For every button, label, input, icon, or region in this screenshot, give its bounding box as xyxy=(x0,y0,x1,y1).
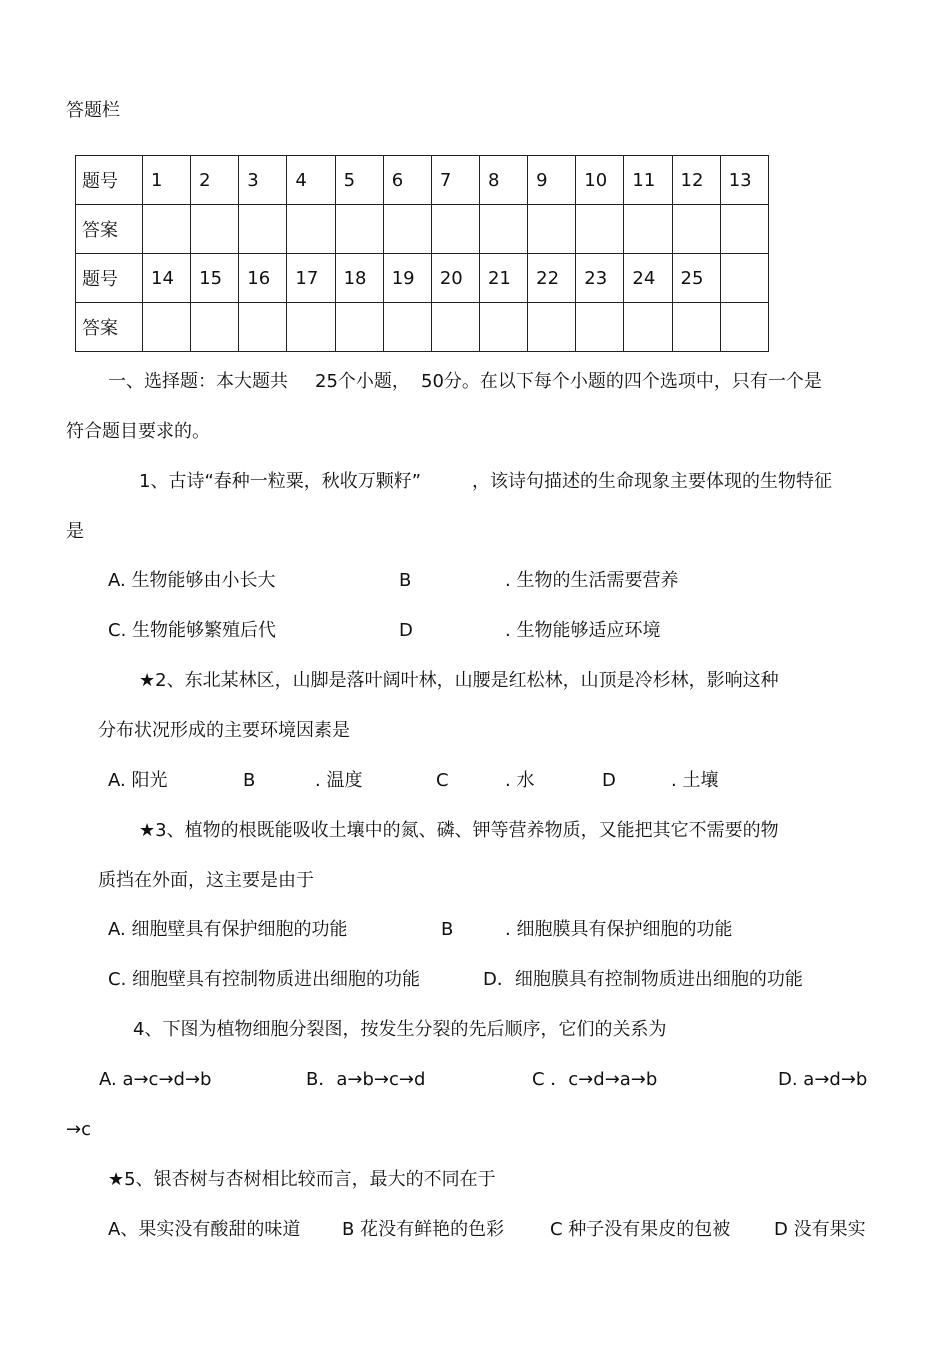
question-number: 23 xyxy=(576,254,624,303)
option-1b-letter[interactable]: B xyxy=(399,570,412,591)
section-count: 25个小题， xyxy=(315,371,410,392)
question-number: 20 xyxy=(431,254,479,303)
answer-cell[interactable] xyxy=(479,205,527,254)
option-4b[interactable]: B．a→b→c→d xyxy=(306,1069,426,1090)
question-number: 10 xyxy=(576,156,624,205)
question-1-stem-end: 是 xyxy=(66,521,84,542)
option-2d[interactable]: . 土壤 xyxy=(671,770,719,791)
table-row xyxy=(76,156,769,205)
option-4a[interactable]: A. a→c→d→b xyxy=(99,1069,212,1090)
question-number: 15 xyxy=(191,254,239,303)
answer-cell[interactable] xyxy=(528,303,576,352)
question-3-stem: ★3、植物的根既能吸收土壤中的氮、磷、钾等营养物质，又能把其它不需要的物 xyxy=(139,820,779,841)
answer-cell[interactable] xyxy=(383,205,431,254)
question-number: 13 xyxy=(720,156,768,205)
answer-cell[interactable] xyxy=(624,205,672,254)
question-number: 6 xyxy=(383,156,431,205)
question-number: 14 xyxy=(143,254,191,303)
answer-cell[interactable] xyxy=(720,303,768,352)
question-number: 25 xyxy=(672,254,720,303)
section-heading: 一、选择题：本大题共 xyxy=(108,371,288,392)
page-title: 答题栏 xyxy=(66,100,120,121)
answer-cell[interactable] xyxy=(143,303,191,352)
table-row xyxy=(76,254,769,303)
option-2d-letter[interactable]: D xyxy=(602,770,616,791)
option-1c[interactable]: C. 生物能够繁殖后代 xyxy=(108,620,277,641)
option-4c[interactable]: C ．c→d→a→b xyxy=(532,1069,658,1090)
option-2a[interactable]: A. 阳光 xyxy=(108,770,168,791)
row-label: 答案 xyxy=(76,205,143,254)
option-3d[interactable]: D．细胞膜具有控制物质进出细胞的功能 xyxy=(483,969,803,990)
question-5-stem: ★5、银杏树与杏树相比较而言，最大的不同在于 xyxy=(108,1169,496,1190)
answer-cell[interactable] xyxy=(191,303,239,352)
question-2-stem-cont: 分布状况形成的主要环境因素是 xyxy=(98,720,350,741)
answer-cell[interactable] xyxy=(335,303,383,352)
question-number: 12 xyxy=(672,156,720,205)
answer-cell[interactable] xyxy=(143,205,191,254)
question-number: 4 xyxy=(287,156,335,205)
answer-cell[interactable] xyxy=(335,205,383,254)
answer-cell[interactable] xyxy=(431,205,479,254)
question-number: 1 xyxy=(143,156,191,205)
question-number: 24 xyxy=(624,254,672,303)
question-1-stem: 1、古诗“春种一粒粟，秋收万颗籽” xyxy=(139,471,422,492)
question-number: 11 xyxy=(624,156,672,205)
option-2b[interactable]: . 温度 xyxy=(315,770,363,791)
option-2c-letter[interactable]: C xyxy=(436,770,449,791)
option-4d[interactable]: D. a→d→b xyxy=(778,1069,868,1090)
answer-cell[interactable] xyxy=(528,205,576,254)
question-number: 16 xyxy=(239,254,287,303)
answer-cell[interactable] xyxy=(672,205,720,254)
question-number: 19 xyxy=(383,254,431,303)
answer-cell[interactable] xyxy=(239,303,287,352)
option-1d[interactable]: . 生物能够适应环境 xyxy=(505,620,661,641)
answer-table xyxy=(75,155,769,352)
answer-cell[interactable] xyxy=(287,205,335,254)
section-instructions: 50分。在以下每个小题的四个选项中，只有一个是 xyxy=(421,371,822,392)
question-number: 8 xyxy=(479,156,527,205)
option-1a[interactable]: A. 生物能够由小长大 xyxy=(108,570,276,591)
answer-cell[interactable] xyxy=(479,303,527,352)
option-2c[interactable]: . 水 xyxy=(505,770,535,791)
option-1d-letter[interactable]: D xyxy=(399,620,413,641)
option-5b[interactable]: B 花没有鲜艳的色彩 xyxy=(342,1219,505,1240)
question-number xyxy=(720,254,768,303)
row-label: 题号 xyxy=(76,156,143,205)
option-1b[interactable]: . 生物的生活需要营养 xyxy=(505,570,679,591)
option-3b-letter[interactable]: B xyxy=(441,919,454,940)
question-number: 18 xyxy=(335,254,383,303)
option-5c[interactable]: C 种子没有果皮的包被 xyxy=(550,1219,731,1240)
answer-cell[interactable] xyxy=(672,303,720,352)
table-row xyxy=(76,303,769,352)
question-number: 21 xyxy=(479,254,527,303)
question-number: 2 xyxy=(191,156,239,205)
question-number: 7 xyxy=(431,156,479,205)
question-1-stem-cont: ，该诗句描述的生命现象主要体现的生物特征 xyxy=(472,471,832,492)
question-number: 3 xyxy=(239,156,287,205)
answer-cell[interactable] xyxy=(720,205,768,254)
answer-cell[interactable] xyxy=(576,205,624,254)
question-number: 5 xyxy=(335,156,383,205)
option-5d[interactable]: D 没有果实 xyxy=(774,1219,866,1240)
answer-cell[interactable] xyxy=(576,303,624,352)
option-3b[interactable]: . 细胞膜具有保护细胞的功能 xyxy=(505,919,733,940)
option-4d-cont: →c xyxy=(66,1119,91,1140)
table-row xyxy=(76,205,769,254)
row-label: 答案 xyxy=(76,303,143,352)
option-3a[interactable]: A. 细胞壁具有保护细胞的功能 xyxy=(108,919,348,940)
option-3c[interactable]: C. 细胞壁具有控制物质进出细胞的功能 xyxy=(108,969,421,990)
question-number: 9 xyxy=(528,156,576,205)
question-number: 22 xyxy=(528,254,576,303)
answer-cell[interactable] xyxy=(624,303,672,352)
question-4-stem: 4、下图为植物细胞分裂图，按发生分裂的先后顺序，它们的关系为 xyxy=(133,1019,667,1040)
answer-cell[interactable] xyxy=(287,303,335,352)
option-5a[interactable]: A、果实没有酸甜的味道 xyxy=(108,1219,301,1240)
answer-cell[interactable] xyxy=(383,303,431,352)
section-instructions-cont: 符合题目要求的。 xyxy=(66,421,210,442)
answer-cell[interactable] xyxy=(191,205,239,254)
answer-cell[interactable] xyxy=(239,205,287,254)
row-label: 题号 xyxy=(76,254,143,303)
option-2b-letter[interactable]: B xyxy=(243,770,256,791)
question-2-stem: ★2、东北某林区，山脚是落叶阔叶林，山腰是红松林，山顶是冷杉林，影响这种 xyxy=(139,670,779,691)
question-number: 17 xyxy=(287,254,335,303)
answer-cell[interactable] xyxy=(431,303,479,352)
question-3-stem-cont: 质挡在外面，这主要是由于 xyxy=(98,870,314,891)
